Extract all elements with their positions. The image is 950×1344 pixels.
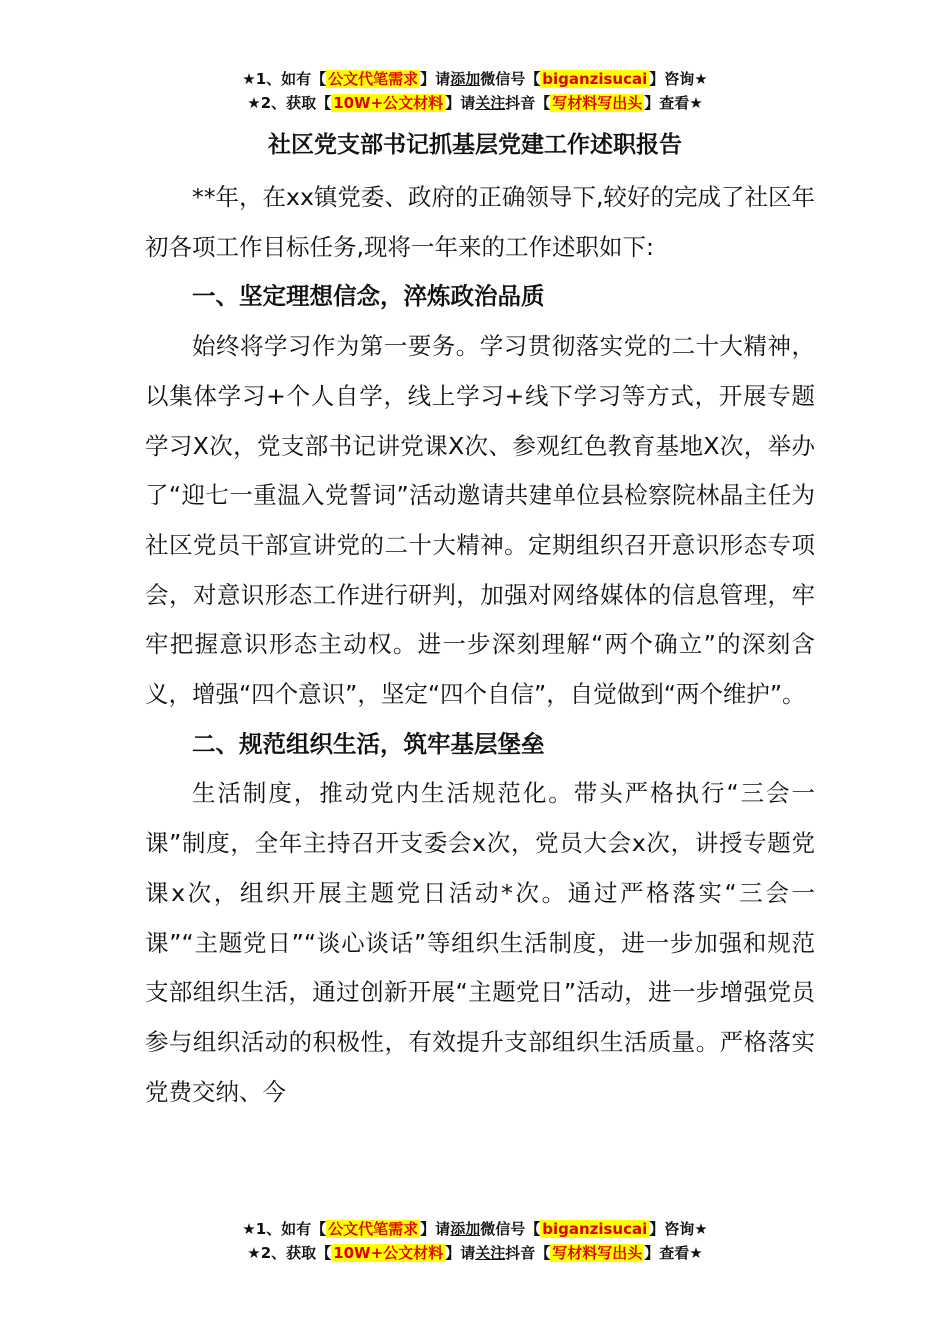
promo-line-1 — [0, 1218, 950, 1242]
promo-text: 微信号【 — [480, 70, 541, 88]
document-body — [145, 173, 815, 1117]
promo-line-2 — [0, 92, 950, 116]
promo-text: ★2、获取【 — [247, 1244, 332, 1262]
promo-text: 】请 — [445, 1244, 476, 1262]
promo-text: 抖音【 — [505, 1244, 551, 1262]
section-1-paragraph: 始终将学习作为第一要务。学习贯彻落实党的二十大精神，以集体学习+个人自学，线上学习+线下学习等方式，开展专题学习X次，党支部书记讲党课X次、参观红色教育基地X次，举办了“迎七一重温入党誓词”活动邀请共建单位县检察院林晶主任为社区党员干部宣讲党的二十大精神。定期组织召开意识形态专项会，对意识形态工作进行研判，加强对网络媒体的信息管理，牢牢把握意识形态主动权。进一步深刻理解“两个确立”的深刻含义，增强“四个意识”，坚定“四个自信”，自觉做到“两个维护”。 — [145, 332, 815, 709]
promo-text: 】请 — [420, 1220, 451, 1238]
promo-highlight: 10W+公文材料 — [333, 1244, 444, 1262]
promo-text: ★1、如有【 — [242, 70, 327, 88]
promo-text: 】咨询★ — [649, 1220, 708, 1238]
promo-underline: 关注 — [475, 1244, 506, 1262]
promo-highlight: 写材料写出头 — [552, 94, 643, 112]
promo-text: 】查看★ — [644, 1244, 703, 1262]
promo-line-2 — [0, 1242, 950, 1266]
document-title: 社区党支部书记抓基层党建工作述职报告 — [268, 132, 682, 158]
intro-paragraph: **年，在xx镇党委、政府的正确领导下,较好的完成了社区年初各项工作目标任务,现将一年来的工作述职如下: — [145, 183, 815, 261]
promo-highlight: biganzisucai — [542, 1220, 648, 1238]
promo-highlight: biganzisucai — [542, 70, 648, 88]
promo-header — [0, 68, 950, 116]
promo-highlight: 10W+公文材料 — [333, 94, 444, 112]
promo-text: ★1、如有【 — [242, 1220, 327, 1238]
section-2-paragraph: 生活制度，推动党内生活规范化。带头严格执行“三会一课”制度，全年主持召开支委会x次，党员大会x次，讲授专题党课x次，组织开展主题党日活动*次。通过严格落实“三会一课”“主题党日”“谈心谈话”等组织生活制度，进一步加强和规范支部组织生活，通过创新开展“主题党日”活动，进一步增强党员参与组织活动的积极性，有效提升支部组织生活质量。严格落实党费交纳、今 — [145, 779, 815, 1106]
promo-text: 微信号【 — [480, 1220, 541, 1238]
promo-underline: 添加 — [450, 1220, 481, 1238]
promo-text: 】请 — [445, 94, 476, 112]
promo-text: 】咨询★ — [649, 70, 708, 88]
promo-highlight: 公文代笔需求 — [328, 1220, 419, 1238]
promo-highlight: 写材料写出头 — [552, 1244, 643, 1262]
promo-text: 抖音【 — [505, 94, 551, 112]
section-1-heading: 一、坚定理想信念，淬炼政治品质 — [192, 282, 545, 311]
section-2-heading: 二、规范组织生活，筑牢基层堡垒 — [192, 729, 545, 758]
promo-highlight: 公文代笔需求 — [328, 70, 419, 88]
promo-text: ★2、获取【 — [247, 94, 332, 112]
promo-underline: 关注 — [475, 94, 506, 112]
promo-underline: 添加 — [450, 70, 481, 88]
promo-line-1 — [0, 68, 950, 92]
promo-text: 】请 — [420, 70, 451, 88]
promo-text: 】查看★ — [644, 94, 703, 112]
promo-footer — [0, 1218, 950, 1266]
